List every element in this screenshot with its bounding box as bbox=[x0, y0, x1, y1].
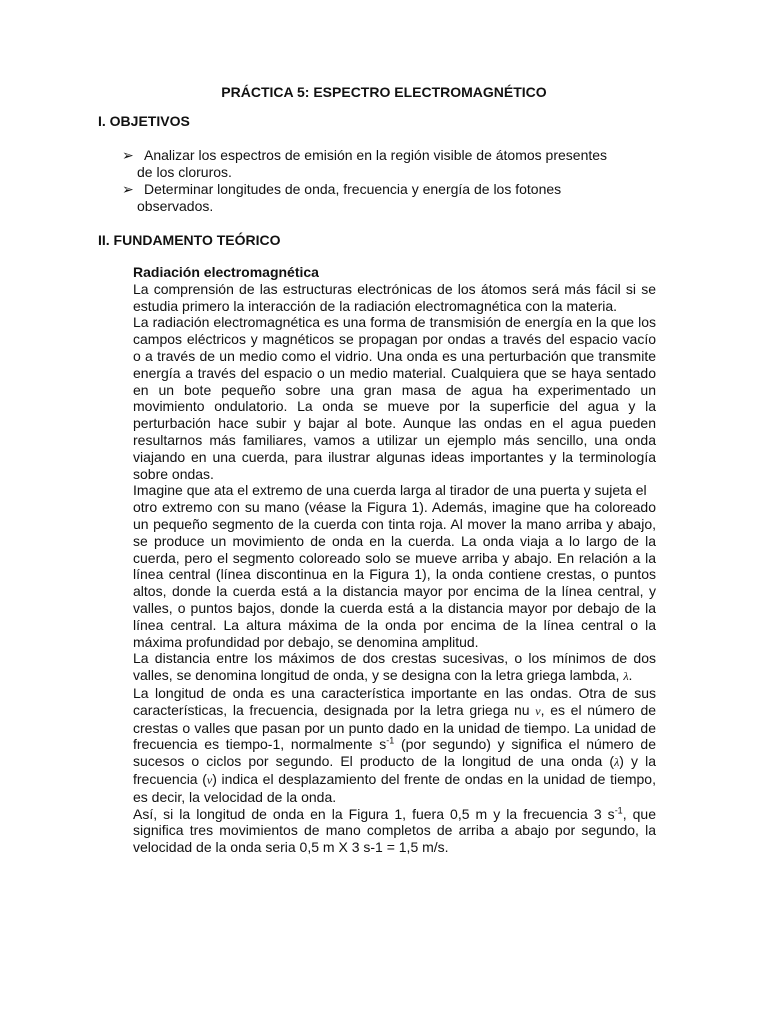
arrow-bullet-icon: ➢ bbox=[122, 147, 134, 163]
paragraph: Imagine que ata el extremo de una cuerda larga al tirador de una puerta y sujeta el bbox=[133, 482, 647, 499]
paragraph: La distancia entre los máximos de dos crestas sucesivas, o los mínimos de dos valles, se denomina longitud de onda, y se designa con la letra griega lambda, λ. bbox=[133, 650, 656, 684]
objective-text-cont: de los cloruros. bbox=[137, 164, 232, 180]
objective-item bbox=[122, 181, 658, 215]
paragraph: La radiación electromagnética es una forma de transmisión de energía en la que los campos eléctricos y magnéticos se propagan por ondas a través del espacio vacío o a través de un medio como el vidrio. Una onda es una perturbación que transmite energía a través del espacio o un medio material. Cualquiera que se haya sentado en un bote pequeño sobre una gran masa de agua ha experimentado un movimiento ondulatorio. La onda se mueve por la superficie del agua y la perturbación hace subir y bajar al bote. Aunque las ondas en el agua pueden resultarnos más familiares, vamos a utilizar un ejemplo más sencillo, una onda viajando en una cuerda, para ilustrar algunas ideas importantes y la terminología sobre ondas. bbox=[133, 314, 656, 482]
nu-symbol: ν bbox=[535, 703, 541, 718]
paragraph: La longitud de onda es una característica importante en las ondas. Otra de sus características, la frecuencia, designada por la letra griega nu ν, es el número de crestas o valles que pasan por un punto dado en la unidad de tiempo. La unidad de frecuencia es tiempo-1, normalmente $s^{-1}$ (por segundo) y significa el número de sucesos o ciclos por segundo. El producto de la longitud de una onda (λ) y la frecuencia (ν) indica el desplazamiento del frente de ondas en la unidad de tiempo, es decir, la velocidad de la onda. bbox=[133, 684, 657, 805]
page-title: PRÁCTICA 5: ESPECTRO ELECTROMAGNÉTICO bbox=[221, 84, 547, 100]
nu-symbol: ν bbox=[206, 772, 213, 787]
subheading: Radiación electromagnética bbox=[133, 264, 319, 280]
arrow-bullet-icon: ➢ bbox=[122, 181, 134, 197]
objective-text: Determinar longitudes de onda, frecuencia y energía de los fotones bbox=[144, 181, 562, 197]
superscript: -1 bbox=[386, 735, 395, 746]
section-heading-objetivos: I. OBJETIVOS bbox=[98, 113, 190, 129]
section-heading-fundamento: II. FUNDAMENTO TEÓRICO bbox=[98, 232, 281, 248]
paragraph: La comprensión de las estructuras electrónicas de los átomos será más fácil si se estudia primero la interacción de la radiación electromagnética con la materia. bbox=[133, 280, 656, 314]
lambda-symbol: λ bbox=[614, 755, 620, 770]
objective-item bbox=[122, 147, 658, 181]
superscript: -1 bbox=[614, 804, 623, 815]
lambda-symbol: λ bbox=[623, 669, 629, 684]
paragraph: Así, si la longitud de onda en la Figura 1, fuera 0,5 m y la frecuencia 3 $s^{-1}$, que significa tres movimientos de mano completos de arriba a abajo por segundo, la velocidad de la onda seria 0,5 m X 3 s-1 = 1,5 m/s. bbox=[133, 804, 656, 856]
objective-text: Analizar los espectros de emisión en la región visible de átomos presentes bbox=[144, 147, 608, 163]
objective-text-cont: observados. bbox=[137, 198, 214, 214]
paragraph: otro extremo con su mano (véase la Figura 1). Además, imagine que ha coloreado un pequeño segmento de la cuerda con tinta roja. Al mover la mano arriba y abajo, se produce un movimiento de onda en la cuerda. La onda viaja a lo largo de la cuerda, pero el segmento coloreado solo se mueve arriba y abajo. En relación a la línea central (línea discontinua en la Figura 1), la onda contiene crestas, o puntos altos, donde la cuerda está a la distancia mayor por encima de la línea central, y valles, o puntos bajos, donde la cuerda está a la distancia mayor por debajo de la línea central. La altura máxima de la onda por encima de la línea central o la máxima profundidad por debajo, se denomina amplitud. bbox=[133, 499, 656, 650]
body-text bbox=[133, 264, 656, 856]
